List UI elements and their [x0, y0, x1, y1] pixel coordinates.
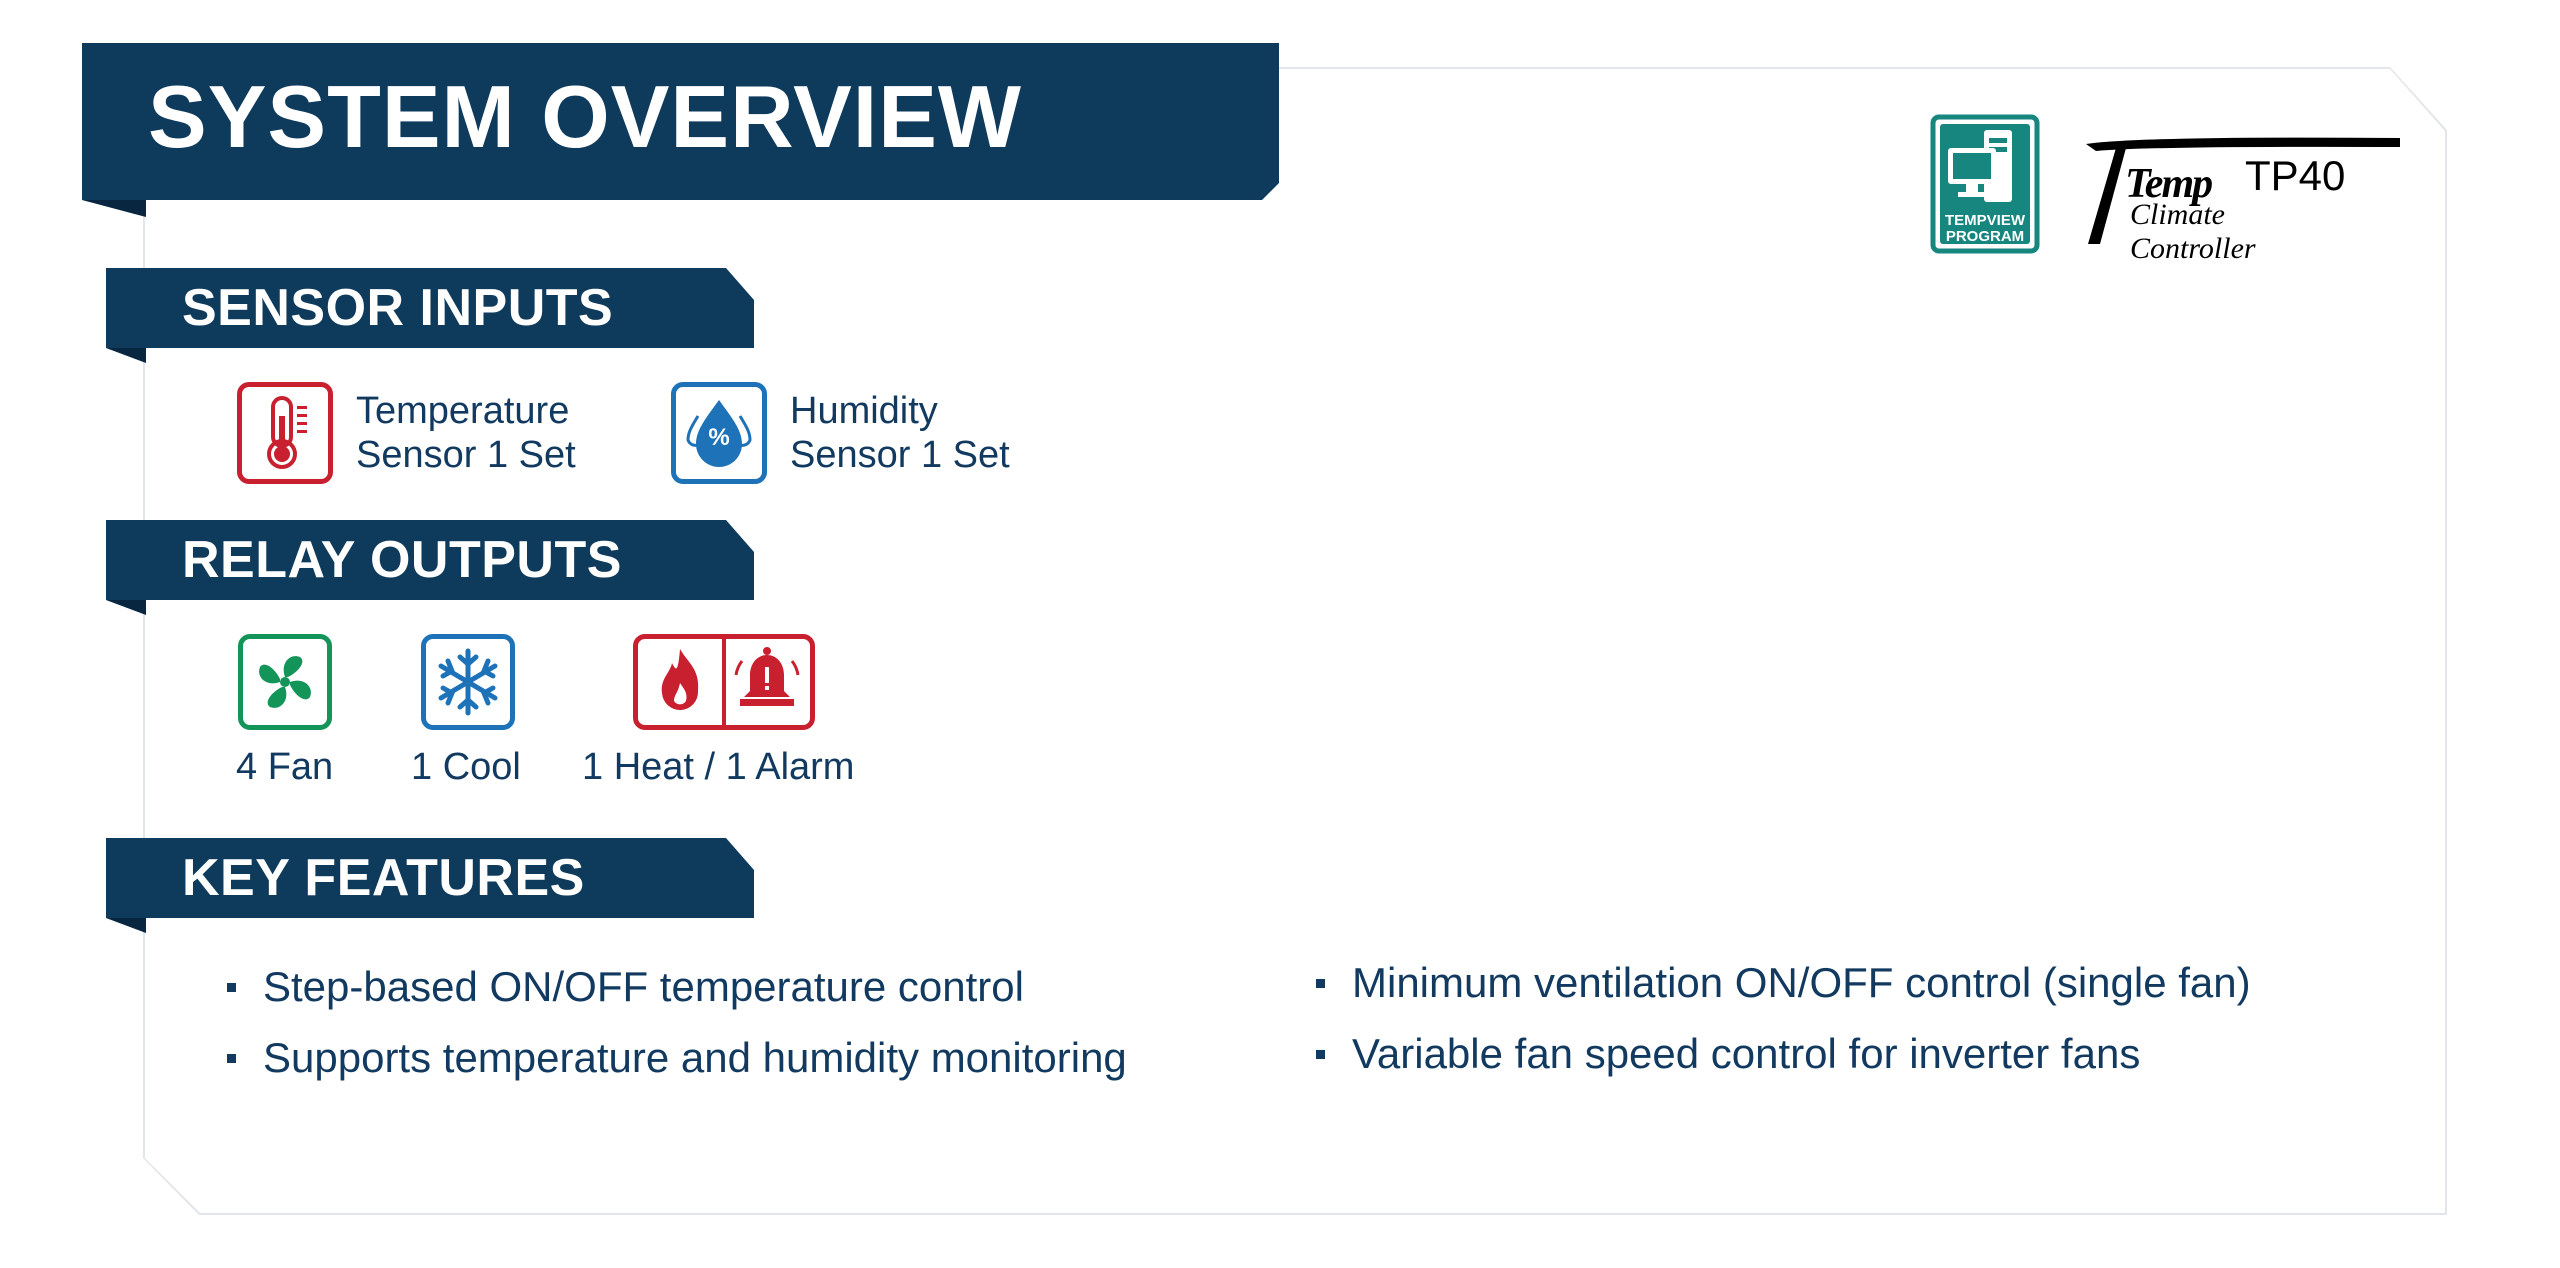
page-title: SYSTEM OVERVIEW [148, 67, 1022, 166]
feature-item [1316, 1030, 2140, 1078]
cool-label: 1 Cool [411, 746, 521, 788]
feature-item [227, 1034, 1127, 1082]
feature-text: Minimum ventilation ON/OFF control (single fan) [1352, 959, 2251, 1006]
humidity-sensor-label-2: Sensor 1 Set [790, 434, 1010, 476]
relay-outputs-heading: RELAY OUTPUTS [182, 531, 622, 589]
feature-text: Variable fan speed control for inverter fans [1352, 1030, 2141, 1077]
thermometer-icon [237, 382, 333, 484]
tp40-brand: Temp [2125, 161, 2212, 207]
relay-outputs-banner-fold [106, 600, 146, 615]
fan-icon [238, 634, 332, 730]
key-features-heading: KEY FEATURES [182, 849, 585, 907]
tp40-tagline: Climate Controller [2130, 198, 2256, 265]
tp40-model: TP40 [2245, 152, 2346, 199]
sensor-inputs-heading: SENSOR INPUTS [182, 279, 614, 337]
fan-label: 4 Fan [236, 746, 334, 788]
bullet-icon [227, 1054, 236, 1063]
bullet-icon [227, 983, 236, 992]
bullet-icon [1316, 1050, 1325, 1059]
tempview-label-1: TEMPVIEW [1944, 212, 2025, 229]
feature-item [1316, 959, 2251, 1007]
snowflake-icon [421, 634, 515, 730]
feature-text: Supports temperature and humidity monitoring [263, 1034, 1127, 1081]
flame-alarm-icon [633, 634, 815, 730]
feature-text: Step-based ON/OFF temperature control [263, 963, 1024, 1010]
humidity-sensor-label-1: Humidity [790, 390, 938, 432]
title-banner-fold [82, 200, 146, 217]
tempview-label-2: PROGRAM [1945, 228, 2025, 245]
temperature-sensor-label-2: Sensor 1 Set [356, 434, 576, 476]
temperature-sensor-label-1: Temperature [356, 390, 570, 432]
humidity-percent-badge: % [708, 424, 730, 451]
key-features-banner-fold [106, 918, 146, 933]
sensor-inputs-banner-fold [106, 348, 146, 363]
feature-item [227, 963, 1024, 1011]
bullet-icon [1316, 979, 1325, 988]
heat-alarm-label: 1 Heat / 1 Alarm [582, 746, 855, 788]
